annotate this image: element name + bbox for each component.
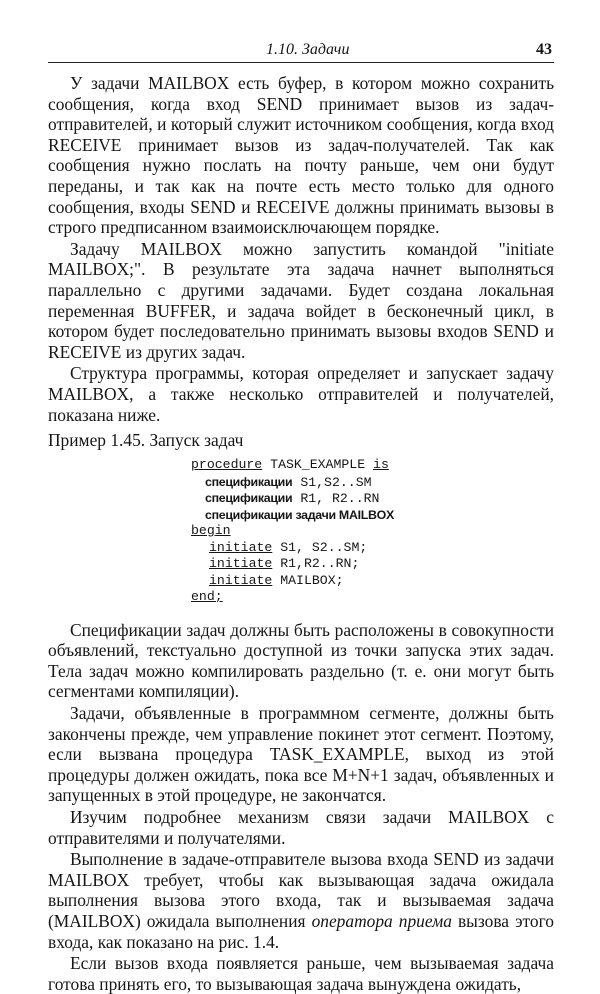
paragraph-text: вызова этого входа, как показано на рис. 1.4. xyxy=(48,910,554,952)
paragraph: Если вызов входа появляется раньше, чем вызываемая задача готова принять его, то вызывающая задача вынуждена ожидать, xyxy=(48,953,554,994)
paragraph: Спецификации задач должны быть расположены в совокупности объявлений, текстуально доступной из точки запуска этих задач. Тела задач можно компилировать раздельно (т. е. они могут быть сегментами компиляции). xyxy=(48,619,554,702)
code-args: MAILBOX; xyxy=(280,572,344,588)
running-header xyxy=(48,40,554,63)
code-line xyxy=(191,589,554,606)
code-keyword: initiate xyxy=(209,539,273,555)
code-keyword: begin xyxy=(191,523,231,539)
paragraph: Изучим подробнее механизм связи задачи MAILBOX с отправителями и получателями. xyxy=(48,806,554,848)
code-line xyxy=(191,556,554,573)
spec-label: спецификации задачи MAILBOX xyxy=(205,507,394,522)
code-args: R1,R2..RN; xyxy=(280,556,360,572)
paragraph xyxy=(48,849,554,952)
code-args: S1, S2..SM; xyxy=(280,539,368,555)
paragraph: У задачи MAILBOX есть буфер, в котором можно сохранить сообщения, когда вход SEND принимает вызов из задач-отправителей, и который служит источником сообщения, когда вход RECEIVE принимает вызов из задач-получателей. Так как сообщения нужно послать на почту раньше, чем они будут переданы, и так как на почте есть место только для одного сообщения, входы SEND и RECEIVE должны принимать вызовы в строго предписанном взаимоисключающем порядке. xyxy=(48,73,554,238)
code-keyword: is xyxy=(373,457,389,473)
page-body xyxy=(48,73,554,994)
paragraph: Задачи, объявленные в программном сегменте, должны быть закончены прежде, чем управление покинет этот сегмент. Поэтому, если вызвана процедура TASK_EXAMPLE, выход из этой процедуры должен ожидать, пока все M+N+1 задач, объявленных и запущенных в этой процедуре, не закончатся. xyxy=(48,702,554,806)
code-keyword: procedure xyxy=(191,457,263,473)
spec-label: спецификации xyxy=(205,491,293,506)
code-line xyxy=(191,523,554,540)
code-line xyxy=(191,457,554,474)
section-title: 1.10. Задачи xyxy=(266,41,350,58)
paragraph: Задачу MAILBOX можно запустить командой "initiate MAILBOX;". В результате эта задача начнет выполняться параллельно с другими задачами. Будет создана локальная переменная BUFFER, и задача войдет в бесконечный цикл, в котором будет последовательно принимать вызовы входов SEND и RECEIVE из других задач. xyxy=(48,238,554,362)
code-line xyxy=(191,490,554,507)
code-keyword: initiate xyxy=(209,556,273,572)
paragraph: Структура программы, которая определяет и запускает задачу MAILBOX, а также несколько отправителей и получателей, показана ниже. xyxy=(48,363,554,425)
code-line xyxy=(191,507,554,524)
code-identifier: TASK_EXAMPLE xyxy=(270,457,366,473)
code-listing xyxy=(191,457,554,606)
paragraph-text: Выполнение в задаче-отправителе вызова входа SEND из задачи MAILBOX требует, чтобы как вызывающая задача ожидала выполнения вызова этого входа, так и вызываемая задача (MAILBOX) ожидала выполнения xyxy=(48,849,554,931)
page-number: 43 xyxy=(536,41,552,58)
code-keyword: initiate xyxy=(209,572,273,588)
spec-label: спецификации xyxy=(205,474,293,489)
code-args: R1, R2..RN xyxy=(300,491,380,507)
code-line xyxy=(191,474,554,491)
example-caption: Пример 1.45. Запуск задач xyxy=(48,430,244,451)
emphasis-text: оператора приема xyxy=(311,910,452,931)
code-keyword: end; xyxy=(191,589,223,605)
code-line xyxy=(191,540,554,557)
code-line xyxy=(191,573,554,590)
code-args: S1,S2..SM xyxy=(300,474,372,490)
